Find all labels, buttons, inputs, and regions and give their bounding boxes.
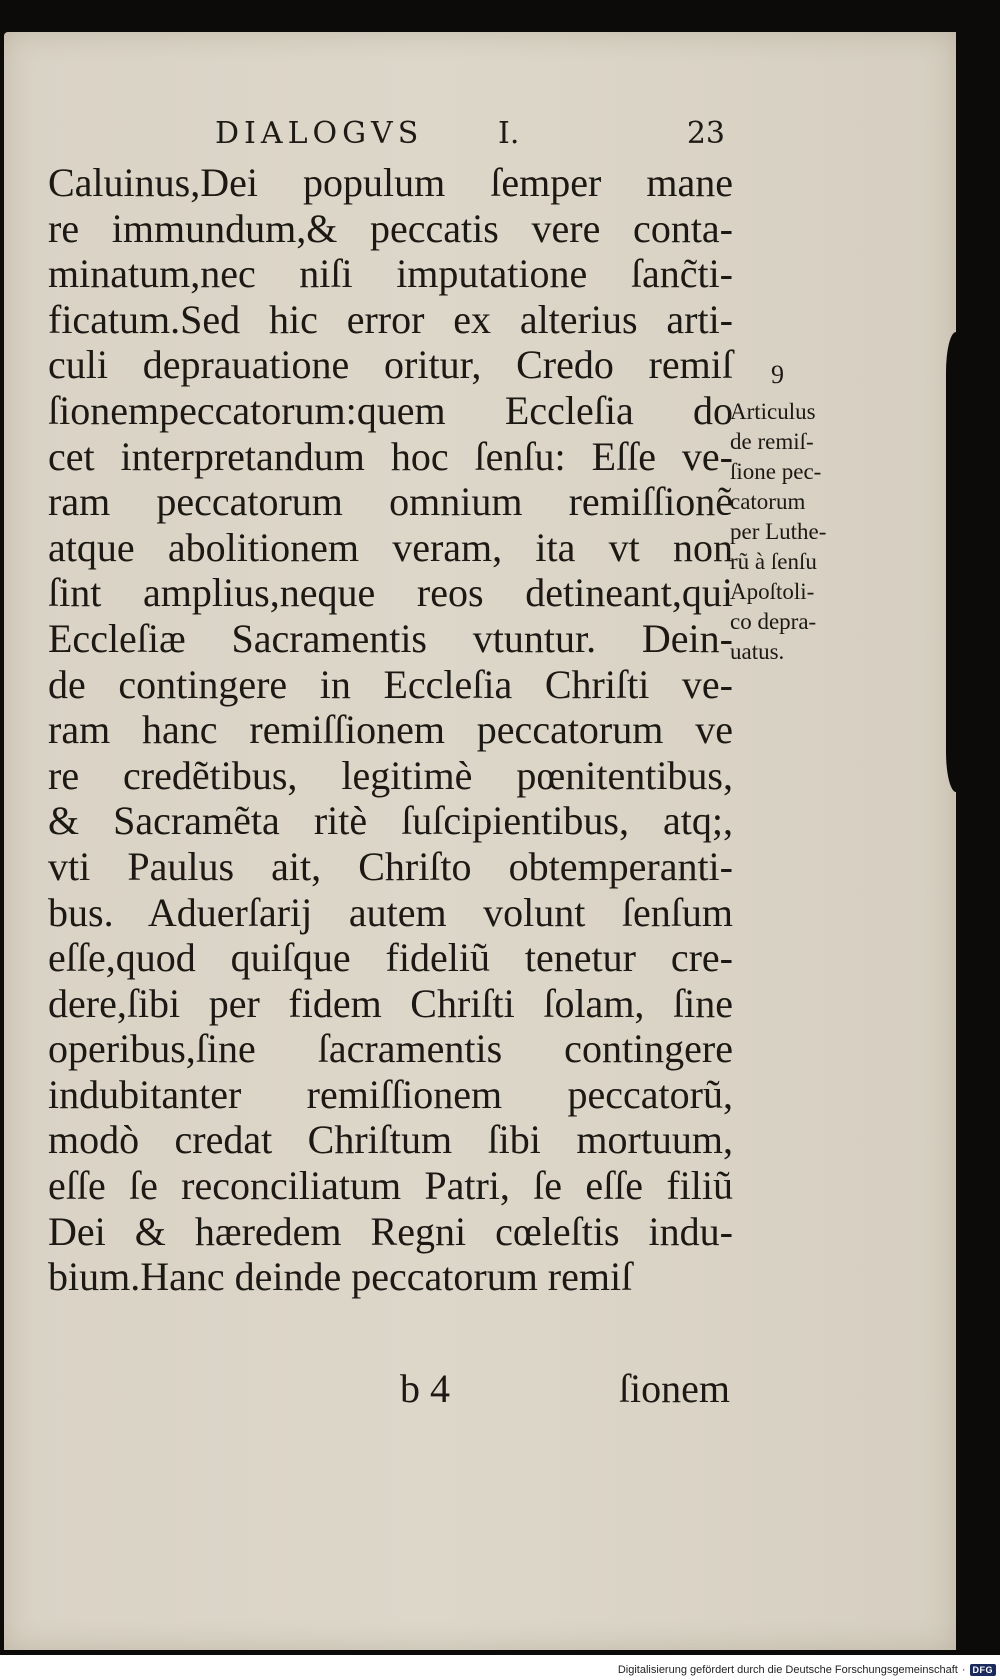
margin-note-line: ſione pec- [730,459,822,484]
text-line: re immundum,& peccatis vere conta- [48,205,733,251]
text-line: Caluinus,Dei populum ſemper mane [48,160,733,205]
text-line: ram peccatorum omnium remiſſionẽ [48,479,733,525]
margin-note-marker: 9 [771,360,784,389]
margin-note-line: Apoſtoli- [730,579,815,604]
text-line: cet interpretandum hoc ſenſu: Eſſe ve- [48,433,733,479]
text-line: modò credat Chriſtum ſibi mortuum, [48,1117,733,1163]
running-header [215,116,725,160]
text-line: atque abolitionem veram, ita vt non [48,524,733,570]
dfg-logo-icon: DFG [970,1664,997,1676]
text-line: indubitanter remiſſionem peccatorũ, [48,1071,733,1117]
text-line: Eccleſiæ Sacramentis vtuntur. Dein- [48,615,733,661]
text-line: operibus,ſine ſacramentis contingere [48,1026,733,1072]
catchword: ſionem [618,1366,730,1411]
margin-note-line: per Luthe- [730,519,827,544]
margin-note [730,397,872,667]
credit-text: Digitalisierung gefördert durch die Deutsche Forschungsgemeinschaft [617,1664,958,1676]
signature-mark: b 4 [400,1366,450,1411]
margin-note-line: co depra- [730,609,817,634]
running-title: DIALOGVS [215,116,424,151]
text-line: bus. Aduerſarij autem volunt ſenſum [48,889,733,935]
page-footer [400,1365,734,1415]
text-line: ſionempeccatorum:quem Eccleſia do [48,387,733,433]
digitization-credit: Digitalisierung gefördert durch die Deutsche Forschungsgemeinschaft · DFG [618,1664,996,1676]
margin-note-line: Articulus [730,399,816,424]
text-line: ficatum.Sed hic error ex alterius arti- [48,296,733,342]
margin-note-line: uatus. [730,639,785,664]
text-line: minatum,nec niſi imputatione ſanc̃ti- [48,251,733,297]
text-line: eſſe,quod quiſque fideliũ tenetur cre- [48,935,733,981]
page-number: 23 [686,116,725,151]
text-line: re credẽtibus, legitimè pœnitentibus, [48,752,733,798]
text-line: eſſe ſe reconciliatum Patri, ſe eſſe filiũ [48,1163,733,1209]
text-line: Dei & hæredem Regni cœleſtis indu- [48,1208,733,1254]
text-line: culi deprauatione oritur, Credo remiſ [48,342,733,388]
text-line: vti Paulus ait, Chriſto obtemperanti- [48,843,733,889]
text-line: ram hanc remiſſionem peccatorum ve [48,707,733,753]
text-line: de contingere in Eccleſia Chriſti ve- [48,661,733,707]
margin-note-line: catorum [730,489,806,514]
margin-note-line: rũ à ſenſu [730,549,817,574]
text-line: dere,ſibi per fidem Chriſti ſolam, ſine [48,980,733,1026]
text-line: ſint amplius,neque reos detineant,qui [48,570,733,616]
chapter-number: I. [498,116,520,151]
main-text-block [48,160,733,1300]
margin-note-line: de remiſ- [730,429,814,454]
text-line: bium.Hanc deinde peccatorum remiſ [48,1254,633,1300]
text-line: & Sacramẽta ritè ſuſcipientibus, atq;, [48,798,733,844]
